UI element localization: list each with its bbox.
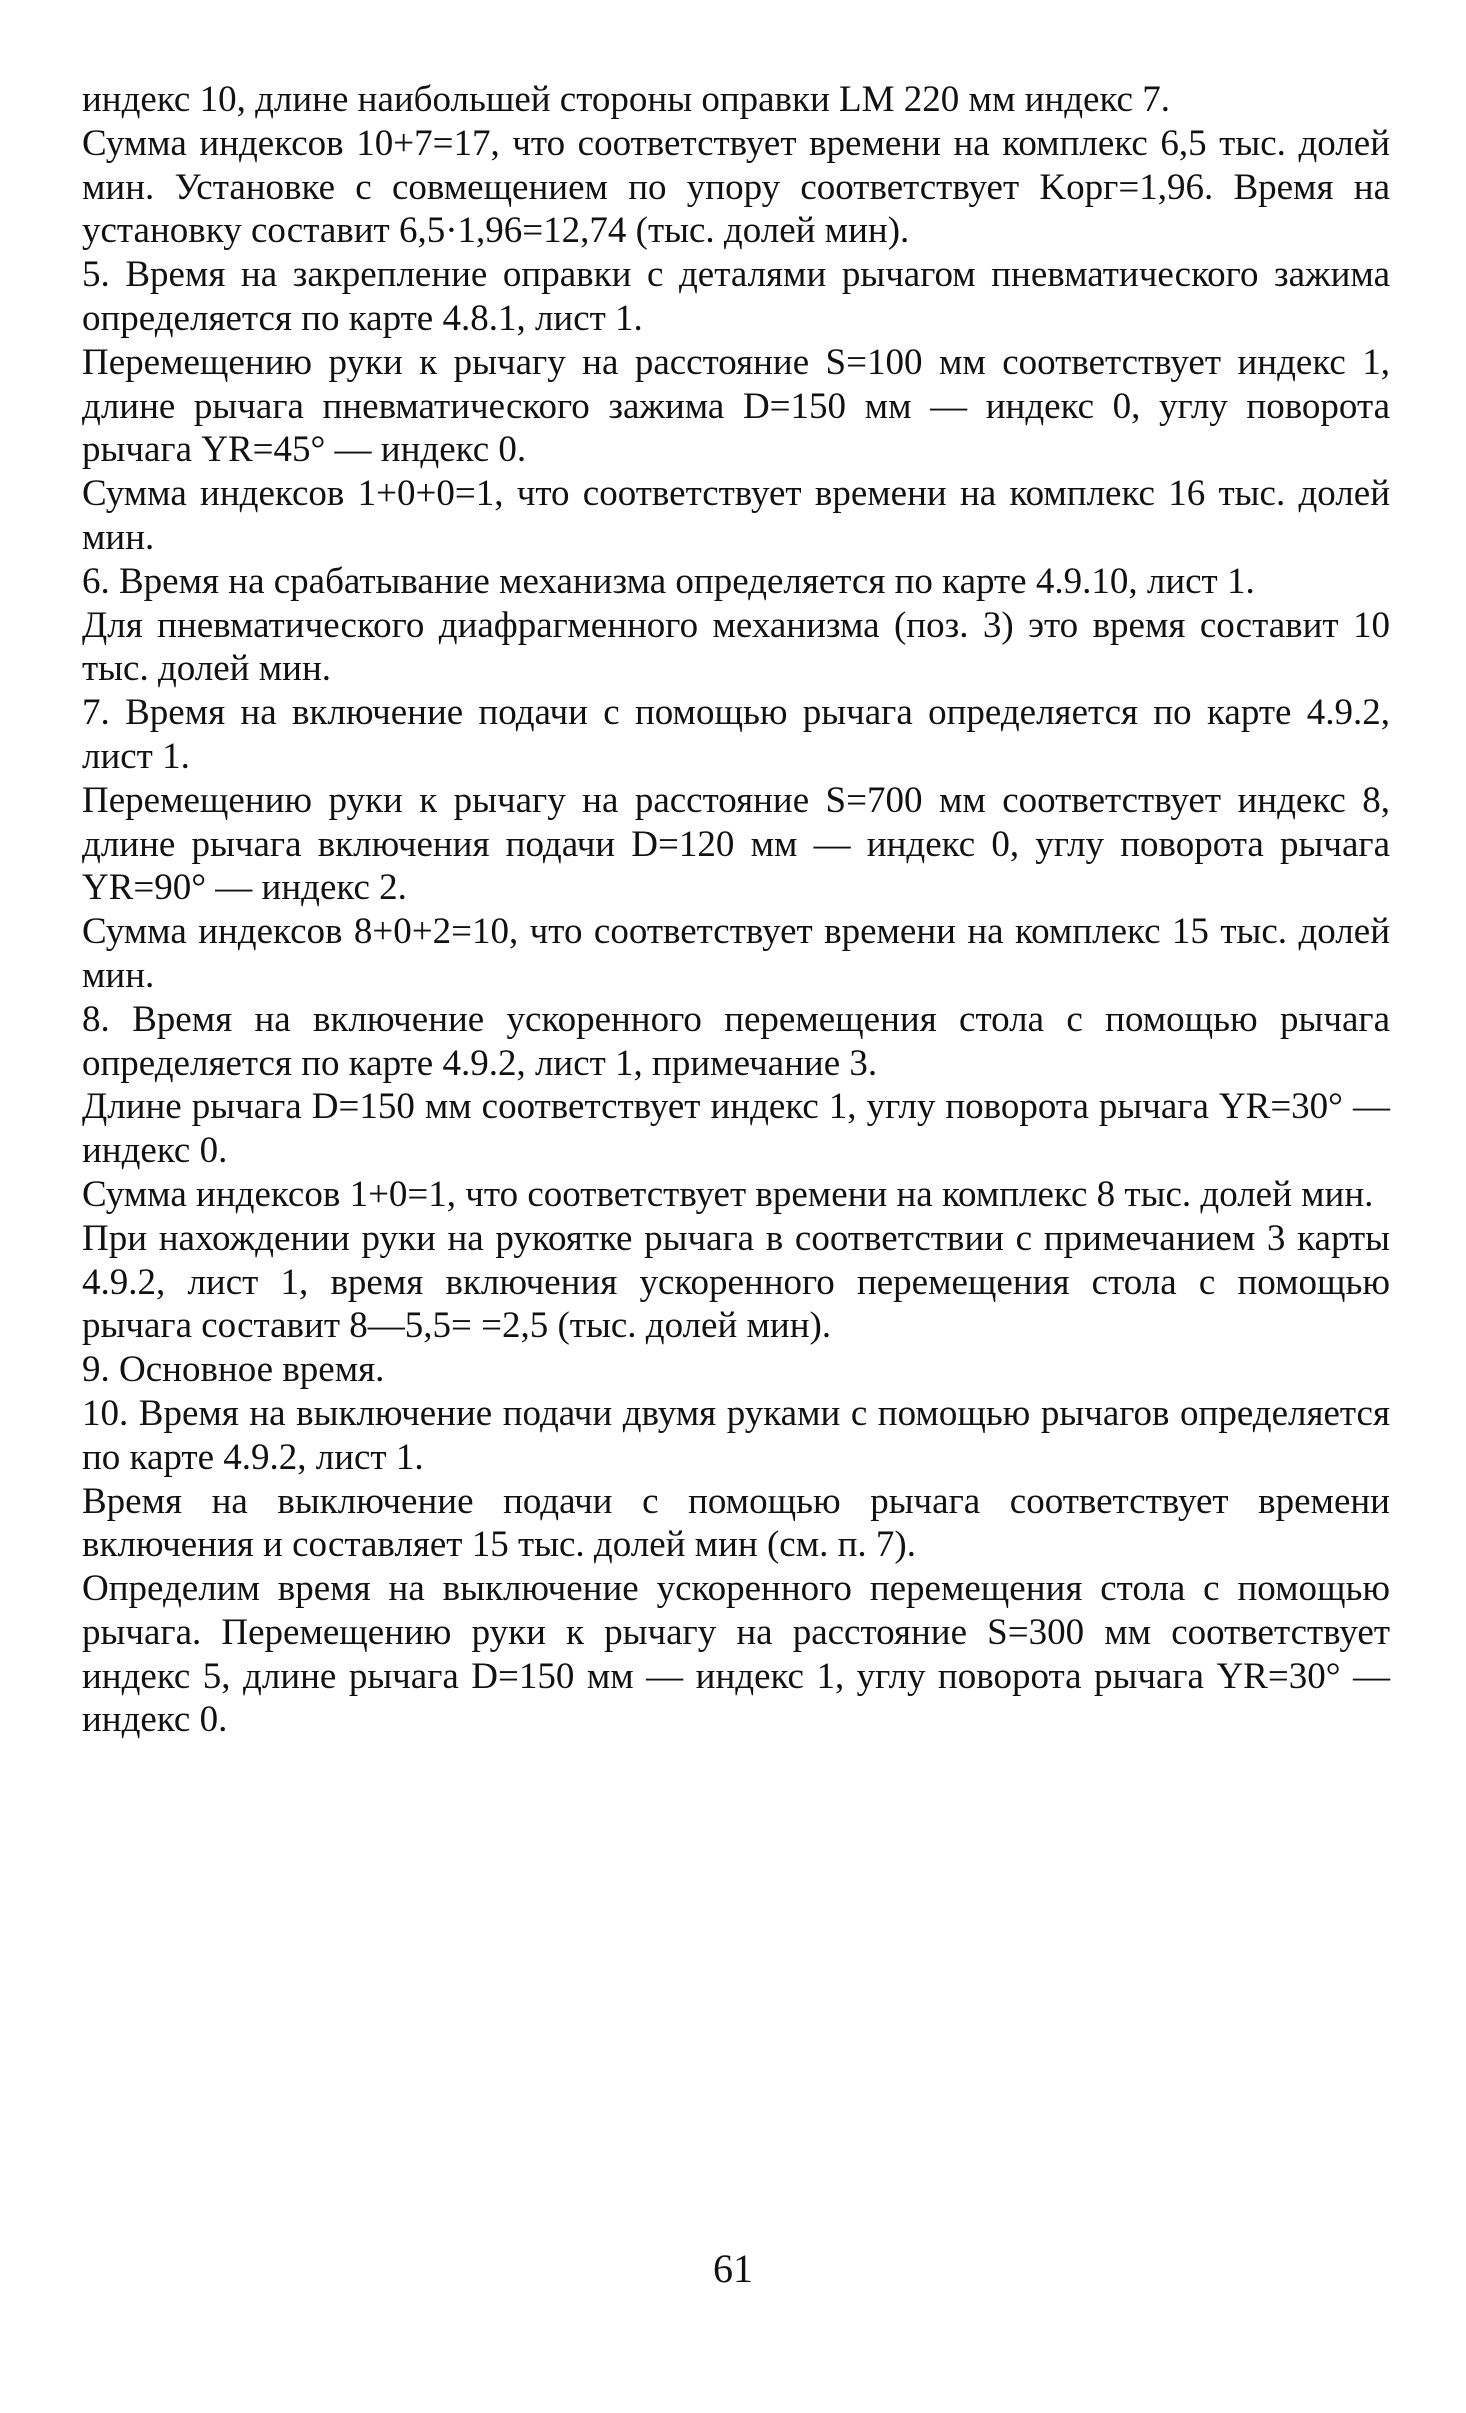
page-number: 61 — [713, 2246, 753, 2291]
paragraph: Сумма индексов 10+7=17, что соответствует времени на комплекс 6,5 тыс. долей мин. Установке с совмещением по упору соответствует Kорг=1,96. Время на установку составит 6,5·1,96=12,74 (тыс. долей мин). — [82, 122, 1390, 252]
paragraph: Перемещению руки к рычагу на расстояние S=100 мм соответствует индекс 1, длине рычага пневматического зажима D=150 мм — индекс 0, углу поворота рычага YR=45° — индекс 0. — [82, 341, 1390, 471]
paragraph: Длине рычага D=150 мм соответствует индекс 1, углу поворота рычага YR=30° — индекс 0. — [82, 1086, 1390, 1172]
paragraph: 9. Основное время. — [82, 1349, 385, 1391]
paragraph: Перемещению руки к рычагу на расстояние S=700 мм соответствует индекс 8, длине рычага включения подачи D=120 мм — индекс 0, углу поворота рычага YR=90° — индекс 2. — [82, 779, 1390, 909]
paragraph: 5. Время на закрепление оправки с деталями рычагом пневматического зажима определяется по карте 4.8.1, лист 1. — [82, 254, 1390, 339]
paragraph: 6. Время на срабатывание механизма определяется по карте 4.9.10, лист 1. — [82, 560, 1255, 602]
paragraph: индекс 10, длине наибольшей стороны оправки LM 220 мм индекс 7. — [82, 79, 1170, 120]
text-block — [82, 78, 1390, 1742]
paragraph: 7. Время на включение подачи с помощью рычага определяется по карте 4.9.2, лист 1. — [82, 692, 1390, 777]
paragraph: Определим время на выключение ускоренного перемещения стола с помощью рычага. Перемещению руки к рычагу на расстояние S=300 мм соответствует индекс 5, длине рычага D=150 мм — индекс 1, углу поворота рычага YR=30° — индекс 0. — [82, 1568, 1390, 1741]
paragraph: 10. Время на выключение подачи двумя руками с помощью рычагов определяется по карте 4.9.2, лист 1. — [82, 1392, 1390, 1478]
paragraph: Сумма индексов 1+0=1, что соответствует времени на комплекс 8 тыс. долей мин. — [82, 1173, 1374, 1215]
paragraph: Для пневматического диафрагменного механизма (поз. 3) это время составит 10 тыс. долей мин. — [82, 604, 1390, 690]
paragraph: При нахождении руки на рукоятке рычага в соответствии с примечанием 3 карты 4.9.2, лист 1, время включения ускоренного перемещения стола с помощью рычага составит 8—5,5= =2,5 (тыс. долей мин). — [82, 1217, 1390, 1347]
paragraph: Сумма индексов 1+0+0=1, что соответствует времени на комплекс 16 тыс. долей мин. — [82, 473, 1390, 558]
paragraph: Сумма индексов 8+0+2=10, что соответствует времени на комплекс 15 тыс. долей мин. — [82, 911, 1390, 996]
paragraph: Время на выключение подачи с помощью рычага соответствует времени включения и составляет 15 тыс. долей мин (см. п. 7). — [82, 1480, 1390, 1566]
paragraph: 8. Время на включение ускоренного перемещения стола с помощью рычага определяется по карте 4.9.2, лист 1, примечание 3. — [82, 998, 1390, 1084]
